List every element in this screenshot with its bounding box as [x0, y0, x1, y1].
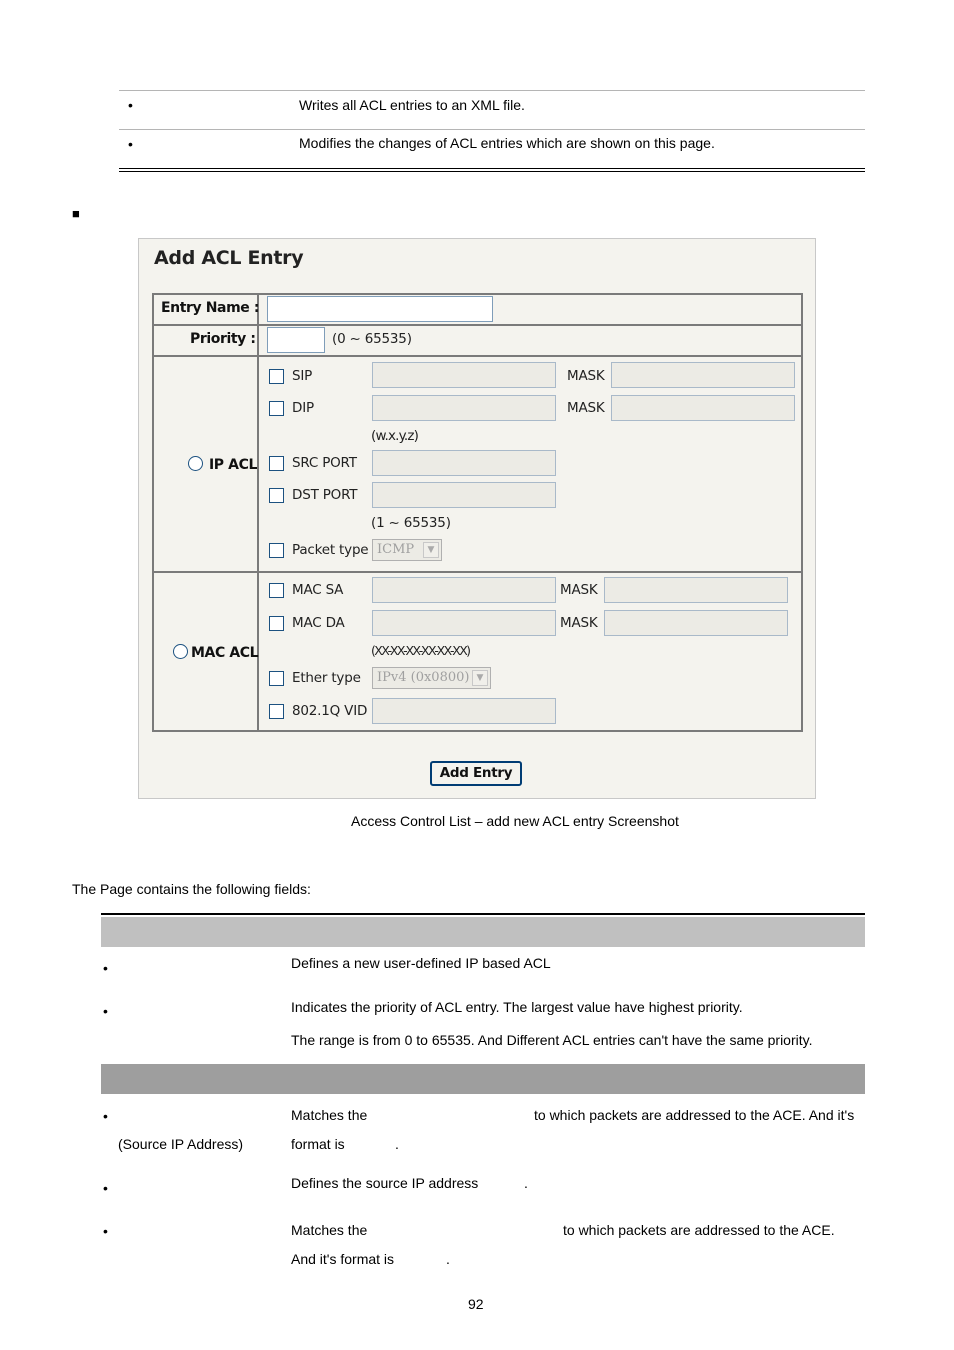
entry-name-label: Entry Name :: [161, 300, 260, 316]
table-header-band: [101, 917, 865, 947]
dip-checkbox[interactable]: [269, 401, 284, 416]
field-description: The range is from 0 to 65535. And Different ACL entries can't have the same priority.: [291, 1032, 813, 1048]
dst-port-input[interactable]: [372, 482, 556, 508]
table-cell-description: Writes all ACL entries to an XML file.: [299, 97, 525, 113]
dip-mask-label: MASK: [567, 400, 605, 416]
add-entry-button[interactable]: Add Entry: [430, 761, 522, 786]
grid-divider: [152, 571, 803, 573]
packet-type-value: ICMP: [377, 542, 415, 557]
ip-acl-radio[interactable]: [188, 456, 203, 471]
table-cell-description: Modifies the changes of ACL entries which are shown on this page.: [299, 135, 715, 151]
mac-sa-label: MAC SA: [292, 582, 344, 598]
mac-acl-label: MAC ACL: [191, 645, 259, 661]
dip-mask-input[interactable]: [611, 395, 795, 421]
field-description: And it's format is: [291, 1251, 395, 1267]
packet-type-checkbox[interactable]: [269, 543, 284, 558]
mac-format-hint: (XX-XX-XX-XX-XX-XX): [371, 643, 470, 658]
sip-checkbox[interactable]: [269, 369, 284, 384]
mac-da-checkbox[interactable]: [269, 616, 284, 631]
mac-da-mask-label: MASK: [560, 615, 598, 631]
bullet: •: [128, 136, 133, 152]
table-rule: [101, 913, 865, 915]
ether-type-label: Ether type: [292, 670, 361, 686]
dst-port-label: DST PORT: [292, 487, 358, 503]
panel-title: Add ACL Entry: [154, 247, 304, 269]
section-marker-icon: ■: [72, 206, 80, 221]
ether-type-select[interactable]: [372, 667, 491, 689]
ether-type-checkbox[interactable]: [269, 671, 284, 686]
field-description: .: [524, 1175, 528, 1191]
entry-name-input[interactable]: [267, 296, 493, 322]
table-rule: [119, 168, 865, 169]
bullet: •: [103, 1108, 108, 1124]
intro-text: The Page contains the following fields:: [72, 881, 311, 897]
packet-type-select[interactable]: [372, 539, 442, 561]
dip-input[interactable]: [372, 395, 556, 421]
field-description: Matches the: [291, 1222, 368, 1238]
vid-checkbox[interactable]: [269, 704, 284, 719]
table-section-band: [101, 1064, 865, 1094]
page-number: 92: [468, 1296, 484, 1312]
vid-label: 802.1Q VID: [292, 703, 368, 719]
table-rule: [119, 171, 865, 172]
packet-type-label: Packet type: [292, 542, 369, 558]
field-description: to which packets are addressed to the ACE.: [563, 1222, 835, 1238]
field-description: .: [395, 1136, 399, 1152]
bullet: •: [103, 1180, 108, 1196]
port-range-hint: (1 ~ 65535): [371, 515, 451, 531]
priority-label: Priority :: [190, 331, 256, 347]
bullet: •: [103, 1223, 108, 1239]
field-description: to which packets are addressed to the ACE. And it's: [534, 1107, 855, 1123]
bullet: •: [128, 97, 133, 113]
src-port-label: SRC PORT: [292, 455, 357, 471]
field-description: format is: [291, 1136, 345, 1152]
mac-sa-mask-label: MASK: [560, 582, 598, 598]
table-rule: [119, 90, 865, 91]
dst-port-checkbox[interactable]: [269, 488, 284, 503]
priority-input[interactable]: [267, 327, 325, 353]
field-description: Matches the: [291, 1107, 368, 1123]
src-port-input[interactable]: [372, 450, 556, 476]
mac-sa-mask-input[interactable]: [604, 577, 788, 603]
field-description: Indicates the priority of ACL entry. The largest value have highest priority.: [291, 999, 743, 1015]
sip-input[interactable]: [372, 362, 556, 388]
add-acl-entry-panel: [138, 238, 816, 799]
figure-caption: Access Control List – add new ACL entry Screenshot: [351, 813, 679, 829]
vid-input[interactable]: [372, 698, 556, 724]
src-port-checkbox[interactable]: [269, 456, 284, 471]
mac-acl-radio[interactable]: [173, 644, 188, 659]
sip-label: SIP: [292, 368, 313, 384]
ip-format-hint: (w.x.y.z): [371, 428, 419, 444]
field-description: .: [446, 1251, 450, 1267]
chevron-down-icon: ▼: [423, 542, 439, 558]
table-rule: [119, 129, 865, 130]
sip-mask-input[interactable]: [611, 362, 795, 388]
field-description: Defines a new user-defined IP based ACL: [291, 955, 551, 971]
mac-sa-input[interactable]: [372, 577, 556, 603]
sip-mask-label: MASK: [567, 368, 605, 384]
grid-divider: [152, 324, 803, 326]
priority-range-hint: (0 ~ 65535): [332, 331, 412, 347]
ip-acl-label: IP ACL: [209, 457, 257, 473]
mac-da-input[interactable]: [372, 610, 556, 636]
field-subtitle: (Source IP Address): [118, 1136, 244, 1152]
bullet: •: [103, 960, 108, 976]
chevron-down-icon: ▼: [472, 670, 488, 686]
mac-da-label: MAC DA: [292, 615, 345, 631]
grid-divider: [257, 293, 259, 732]
field-description: Defines the source IP address: [291, 1175, 479, 1191]
ether-type-value: IPv4 (0x0800): [377, 670, 470, 685]
dip-label: DIP: [292, 400, 314, 416]
grid-divider: [152, 355, 803, 357]
mac-sa-checkbox[interactable]: [269, 583, 284, 598]
mac-da-mask-input[interactable]: [604, 610, 788, 636]
bullet: •: [103, 1003, 108, 1019]
